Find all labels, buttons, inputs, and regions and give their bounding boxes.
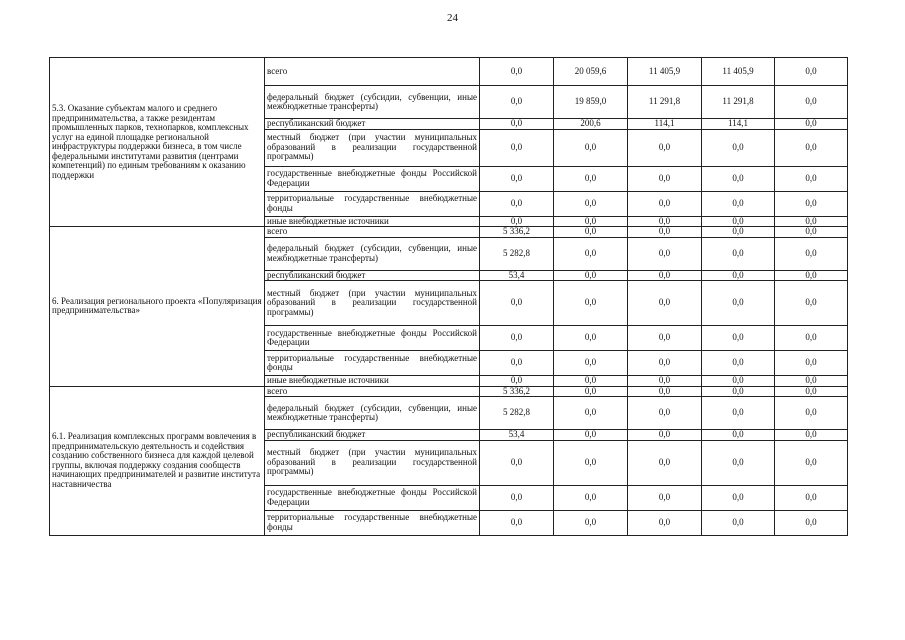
amount-cell: 0,0 xyxy=(775,440,848,485)
amount-cell: 0,0 xyxy=(480,376,554,387)
amount-cell: 0,0 xyxy=(775,119,848,130)
amount-cell: 0,0 xyxy=(554,386,628,397)
table-row xyxy=(50,227,848,238)
amount-cell: 0,0 xyxy=(480,351,554,376)
amount-cell: 0,0 xyxy=(775,430,848,441)
funding-source-cell: государственные внебюджетные фонды Российской Федерации xyxy=(265,485,480,510)
budget-table-body xyxy=(50,58,848,536)
amount-cell: 0,0 xyxy=(480,440,554,485)
page-number: 24 xyxy=(447,12,458,24)
amount-cell: 0,0 xyxy=(628,237,702,270)
amount-cell: 53,4 xyxy=(480,270,554,281)
amount-cell: 0,0 xyxy=(702,376,775,387)
amount-cell: 0,0 xyxy=(775,326,848,351)
amount-cell: 0,0 xyxy=(480,129,554,166)
activity-name-cell: 6.1. Реализация комплексных программ вовлечения в предпринимательскую деятельность и содействия созданию собственного бизнеса для каждой целевой группы, включая поддержку создания сообществ начинающих предпринимателей и развитие института наставничества xyxy=(50,386,265,535)
amount-cell: 0,0 xyxy=(554,326,628,351)
amount-cell: 0,0 xyxy=(554,237,628,270)
amount-cell: 0,0 xyxy=(628,351,702,376)
amount-cell: 0,0 xyxy=(628,430,702,441)
amount-cell: 0,0 xyxy=(554,191,628,216)
amount-cell: 20 059,6 xyxy=(554,58,628,86)
amount-cell: 114,1 xyxy=(702,119,775,130)
amount-cell: 0,0 xyxy=(554,351,628,376)
table-row xyxy=(50,386,848,397)
amount-cell: 0,0 xyxy=(554,376,628,387)
funding-source-cell: всего xyxy=(265,58,480,86)
amount-cell: 11 405,9 xyxy=(702,58,775,86)
amount-cell: 0,0 xyxy=(480,119,554,130)
amount-cell: 0,0 xyxy=(480,281,554,326)
amount-cell: 0,0 xyxy=(702,237,775,270)
amount-cell: 0,0 xyxy=(775,237,848,270)
amount-cell: 11 291,8 xyxy=(702,86,775,119)
amount-cell: 0,0 xyxy=(775,485,848,510)
amount-cell: 11 405,9 xyxy=(628,58,702,86)
funding-source-cell: территориальные государственные внебюджетные фонды xyxy=(265,510,480,535)
amount-cell: 0,0 xyxy=(775,129,848,166)
amount-cell: 0,0 xyxy=(628,326,702,351)
amount-cell: 11 291,8 xyxy=(628,86,702,119)
funding-source-cell: республиканский бюджет xyxy=(265,119,480,130)
amount-cell: 0,0 xyxy=(480,510,554,535)
amount-cell: 0,0 xyxy=(702,129,775,166)
amount-cell: 0,0 xyxy=(628,440,702,485)
table-row xyxy=(50,58,848,86)
amount-cell: 0,0 xyxy=(775,86,848,119)
amount-cell: 0,0 xyxy=(554,216,628,227)
amount-cell: 53,4 xyxy=(480,430,554,441)
amount-cell: 0,0 xyxy=(775,376,848,387)
amount-cell: 0,0 xyxy=(702,270,775,281)
amount-cell: 0,0 xyxy=(480,191,554,216)
amount-cell: 0,0 xyxy=(554,227,628,238)
funding-source-cell: иные внебюджетные источники xyxy=(265,216,480,227)
amount-cell: 0,0 xyxy=(480,58,554,86)
amount-cell: 0,0 xyxy=(628,227,702,238)
activity-name-cell: 5.3. Оказание субъектам малого и среднего предпринимательства, а также резидентам промышленных парков, технопарков, комплексных услуг на единой площадке региональной инфраструктуры поддержки бизнеса, в том числе федеральными институтами развития (центрами компетенций) по единым требованиям к оказанию поддержки xyxy=(50,58,265,227)
amount-cell: 0,0 xyxy=(775,58,848,86)
amount-cell: 0,0 xyxy=(628,129,702,166)
funding-source-cell: всего xyxy=(265,386,480,397)
amount-cell: 0,0 xyxy=(554,485,628,510)
funding-source-cell: федеральный бюджет (субсидии, субвенции, иные межбюджетные трансферты) xyxy=(265,237,480,270)
amount-cell: 0,0 xyxy=(775,227,848,238)
amount-cell: 0,0 xyxy=(554,430,628,441)
amount-cell: 0,0 xyxy=(702,191,775,216)
amount-cell: 0,0 xyxy=(628,397,702,430)
amount-cell: 0,0 xyxy=(702,166,775,191)
amount-cell: 19 859,0 xyxy=(554,86,628,119)
funding-source-cell: государственные внебюджетные фонды Российской Федерации xyxy=(265,166,480,191)
amount-cell: 0,0 xyxy=(628,485,702,510)
amount-cell: 0,0 xyxy=(480,166,554,191)
amount-cell: 0,0 xyxy=(480,326,554,351)
funding-source-cell: местный бюджет (при участии муниципальных образований в реализации государственной программы) xyxy=(265,440,480,485)
amount-cell: 0,0 xyxy=(554,440,628,485)
amount-cell: 0,0 xyxy=(775,510,848,535)
funding-source-cell: территориальные государственные внебюджетные фонды xyxy=(265,351,480,376)
amount-cell: 0,0 xyxy=(775,397,848,430)
amount-cell: 0,0 xyxy=(702,227,775,238)
amount-cell: 0,0 xyxy=(554,397,628,430)
amount-cell: 0,0 xyxy=(775,281,848,326)
amount-cell: 0,0 xyxy=(702,386,775,397)
amount-cell: 0,0 xyxy=(554,281,628,326)
budget-table xyxy=(49,57,848,536)
activity-name-cell: 6. Реализация регионального проекта «Популяризация предпринимательства» xyxy=(50,227,265,387)
amount-cell: 114,1 xyxy=(628,119,702,130)
amount-cell: 0,0 xyxy=(628,376,702,387)
amount-cell: 0,0 xyxy=(702,430,775,441)
funding-source-cell: государственные внебюджетные фонды Российской Федерации xyxy=(265,326,480,351)
amount-cell: 0,0 xyxy=(775,191,848,216)
amount-cell: 0,0 xyxy=(702,397,775,430)
amount-cell: 5 282,8 xyxy=(480,397,554,430)
amount-cell: 0,0 xyxy=(554,510,628,535)
amount-cell: 5 336,2 xyxy=(480,386,554,397)
amount-cell: 0,0 xyxy=(702,326,775,351)
amount-cell: 0,0 xyxy=(628,216,702,227)
funding-source-cell: местный бюджет (при участии муниципальных образований в реализации государственной программы) xyxy=(265,129,480,166)
amount-cell: 0,0 xyxy=(628,191,702,216)
amount-cell: 0,0 xyxy=(775,386,848,397)
amount-cell: 0,0 xyxy=(775,351,848,376)
amount-cell: 0,0 xyxy=(702,351,775,376)
amount-cell: 0,0 xyxy=(628,510,702,535)
funding-source-cell: территориальные государственные внебюджетные фонды xyxy=(265,191,480,216)
amount-cell: 0,0 xyxy=(702,440,775,485)
amount-cell: 0,0 xyxy=(554,129,628,166)
amount-cell: 200,6 xyxy=(554,119,628,130)
amount-cell: 0,0 xyxy=(775,270,848,281)
amount-cell: 0,0 xyxy=(702,485,775,510)
amount-cell: 0,0 xyxy=(702,281,775,326)
amount-cell: 0,0 xyxy=(554,270,628,281)
funding-source-cell: республиканский бюджет xyxy=(265,270,480,281)
amount-cell: 0,0 xyxy=(554,166,628,191)
amount-cell: 0,0 xyxy=(775,216,848,227)
funding-source-cell: республиканский бюджет xyxy=(265,430,480,441)
funding-source-cell: иные внебюджетные источники xyxy=(265,376,480,387)
amount-cell: 0,0 xyxy=(628,270,702,281)
funding-source-cell: всего xyxy=(265,227,480,238)
funding-source-cell: федеральный бюджет (субсидии, субвенции, иные межбюджетные трансферты) xyxy=(265,397,480,430)
amount-cell: 0,0 xyxy=(628,166,702,191)
amount-cell: 0,0 xyxy=(480,86,554,119)
amount-cell: 0,0 xyxy=(702,216,775,227)
amount-cell: 5 336,2 xyxy=(480,227,554,238)
amount-cell: 0,0 xyxy=(480,485,554,510)
amount-cell: 0,0 xyxy=(775,166,848,191)
amount-cell: 0,0 xyxy=(480,216,554,227)
amount-cell: 0,0 xyxy=(702,510,775,535)
amount-cell: 5 282,8 xyxy=(480,237,554,270)
funding-source-cell: федеральный бюджет (субсидии, субвенции, иные межбюджетные трансферты) xyxy=(265,86,480,119)
funding-source-cell: местный бюджет (при участии муниципальных образований в реализации государственной программы) xyxy=(265,281,480,326)
amount-cell: 0,0 xyxy=(628,386,702,397)
amount-cell: 0,0 xyxy=(628,281,702,326)
